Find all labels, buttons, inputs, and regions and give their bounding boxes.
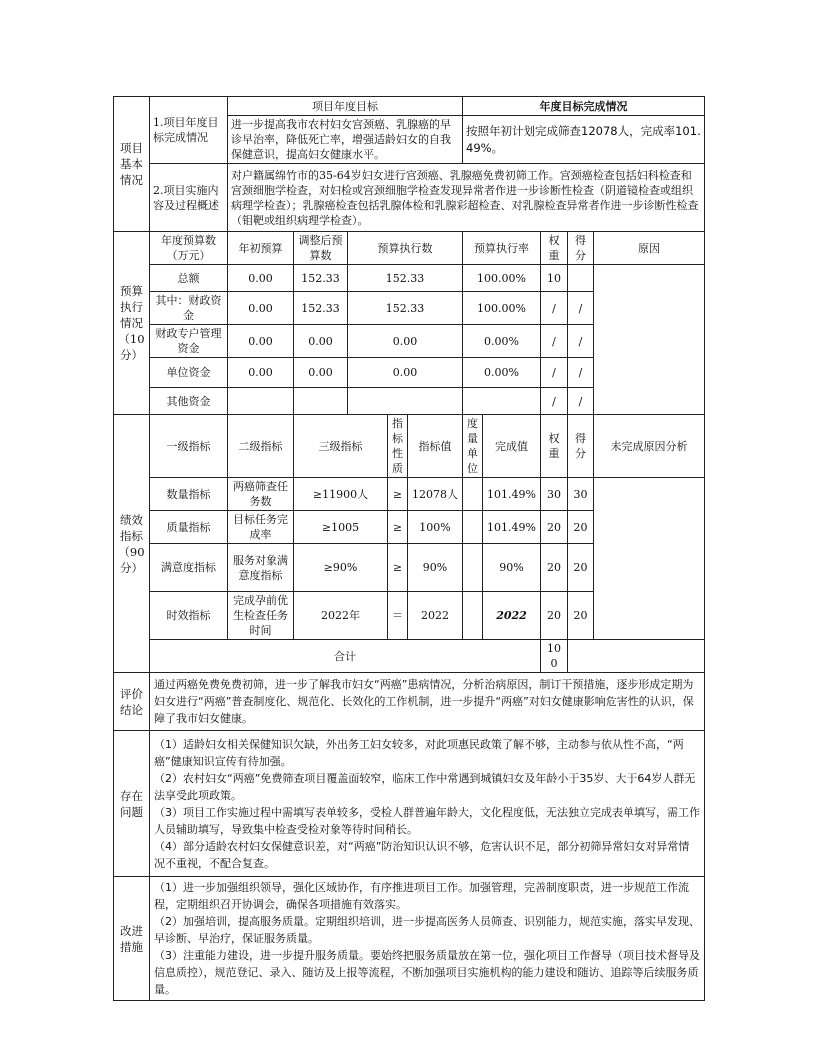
budget-score: /	[568, 325, 594, 358]
perf-l3: ≥90%	[294, 544, 388, 592]
perf-done: 2022	[483, 592, 541, 640]
perf-l2: 目标任务完成率	[228, 511, 294, 544]
conclusion-section-label: 评价 结论	[114, 673, 150, 731]
perf-weight: 20	[541, 511, 568, 544]
budget-score	[568, 265, 594, 292]
budget-initial: 0.00	[228, 265, 294, 292]
implementation-label: 2.项目实施内容及过程概述	[150, 164, 228, 232]
problem-item: （4）部分适龄农村妇女保健意识差，对“两癌”防治知识认识不够，危害认识不足，部分初筛异常妇女对异常情况不重视，不配合复查。	[154, 839, 690, 870]
budget-initial: 0.00	[228, 358, 294, 388]
budget-header-row	[114, 232, 705, 265]
perf-weight: 30	[541, 478, 568, 511]
basic-section-label: 项目 基本 情况	[114, 97, 150, 232]
budget-adjusted: 152.33	[294, 292, 348, 325]
problem-item: （1）适龄妇女相关保健知识欠缺，外出务工妇女较多，对此项惠民政策了解不够，主动参与依从性不高，“两癌”健康知识宣传有待加强。	[154, 737, 684, 768]
budget-adjusted: 0.00	[294, 325, 348, 358]
perf-l3: ≥11900人	[294, 478, 388, 511]
budget-reason	[594, 265, 705, 415]
measure-item: （1）进一步加强组织领导，强化区域协作，有序推进项目工作。加强管理，完善制度职责，进一步规范工作流程，定期组织召开协调会，确保各项措施有效落实。	[154, 881, 689, 911]
implementation-text: 对户籍属绵竹市的35-64岁妇女进行宫颈癌、乳腺癌免费初筛工作。宫颈癌检查包括妇科检查和宫颈细胞学检查，对妇检或宫颈细胞学检查发现异常者作进一步诊断性检查（阴道镜检查或组织病理学检查）；乳腺癌检查包括乳腺体检和乳腺彩超检查、对乳腺检查异常者作进一步诊断性检查（钼靶或组织病理学检查）。	[228, 164, 705, 232]
annual-goal-label: 1.项目年度目标完成情况	[150, 97, 228, 164]
perf-header-weight: 权重	[541, 415, 568, 478]
perf-score: 20	[568, 544, 594, 592]
perf-value: 100%	[408, 511, 463, 544]
budget-header-adjusted: 调整后预算数	[294, 232, 348, 265]
budget-initial	[228, 388, 294, 415]
budget-executed: 0.00	[348, 325, 463, 358]
budget-section-label: 预算 执行 情况 （10 分）	[114, 232, 150, 415]
perf-value: 2022	[408, 592, 463, 640]
budget-row	[114, 265, 705, 292]
perf-l1: 质量指标	[150, 511, 228, 544]
budget-label: 单位资金	[150, 358, 228, 388]
perf-done: 90%	[483, 544, 541, 592]
perf-header-l2: 二级指标	[228, 415, 294, 478]
budget-executed: 152.33	[348, 265, 463, 292]
budget-rate: 100.00%	[463, 265, 541, 292]
problems-list	[150, 731, 705, 877]
perf-reason	[594, 478, 705, 640]
measure-item: （2）加强培训，提高服务质量。定期组织培训，进一步提高医务人员筛查、识别能力，规范实施，落实早发现、早诊断、早治疗，保证服务质量。	[154, 915, 700, 945]
budget-rate: 100.00%	[463, 292, 541, 325]
perf-header-value: 指标值	[408, 415, 463, 478]
perf-l2: 服务对象满意度指标	[228, 544, 294, 592]
perf-nature: ≥	[388, 478, 408, 511]
perf-header-l1: 一级指标	[150, 415, 228, 478]
perf-weight: 20	[541, 592, 568, 640]
problem-item: （2）农村妇女“两癌”免费筛查项目覆盖面较窄，临床工作中常遇到城镇妇女及年龄小于35岁、大于64岁人群无法享受此项政策。	[154, 771, 696, 802]
perf-nature: ≥	[388, 544, 408, 592]
total-blank	[568, 640, 705, 673]
perf-l1: 时效指标	[150, 592, 228, 640]
total-row	[114, 640, 705, 673]
perf-score: 20	[568, 592, 594, 640]
budget-weight: /	[541, 325, 568, 358]
budget-header-rate: 预算执行率	[463, 232, 541, 265]
perf-done: 101.49%	[483, 511, 541, 544]
perf-nature: ≥	[388, 511, 408, 544]
budget-executed: 152.33	[348, 292, 463, 325]
budget-header-weight: 权重	[541, 232, 568, 265]
budget-header-initial: 年初预算	[228, 232, 294, 265]
budget-header-reason: 原因	[594, 232, 705, 265]
budget-label: 其他资金	[150, 388, 228, 415]
perf-l2: 完成孕前优生检查任务时间	[228, 592, 294, 640]
evaluation-table	[113, 96, 705, 1001]
evaluation-sheet	[113, 96, 704, 1001]
budget-executed: 0.00	[348, 358, 463, 388]
budget-adjusted: 0.00	[294, 358, 348, 388]
perf-l1: 满意度指标	[150, 544, 228, 592]
budget-rate: 0.00%	[463, 325, 541, 358]
budget-score: /	[568, 388, 594, 415]
budget-weight: /	[541, 358, 568, 388]
budget-initial: 0.00	[228, 325, 294, 358]
conclusion-text: 通过两癌免费免费初筛，进一步了解我市妇女“两癌”患病情况，分析治病原因，制订干预措施，逐步形成定期为妇女进行“两癌”普查制度化、规范化、长效化的工作机制，进一步提升“两癌”对妇女健康影响危害性的认识，保障了我市妇女健康。	[150, 673, 705, 731]
perf-score: 30	[568, 478, 594, 511]
perf-l3: 2022年	[294, 592, 388, 640]
basic-header-row	[114, 97, 705, 116]
budget-header-score: 得分	[568, 232, 594, 265]
perf-section-label: 绩效 指标 （90 分）	[114, 415, 150, 673]
perf-unit	[463, 544, 483, 592]
perf-done: 101.49%	[483, 478, 541, 511]
measures-row	[114, 877, 705, 1001]
perf-unit	[463, 511, 483, 544]
completion-header: 年度目标完成情况	[463, 97, 705, 116]
perf-unit	[463, 592, 483, 640]
budget-weight: 10	[541, 265, 568, 292]
perf-l2: 两癌筛查任务数	[228, 478, 294, 511]
perf-value: 12078人	[408, 478, 463, 511]
budget-score: /	[568, 358, 594, 388]
completion-text: 按照年初计划完成筛查12078人，完成率101.49%。	[463, 116, 705, 164]
perf-l3: ≥1005	[294, 511, 388, 544]
perf-nature: ＝	[388, 592, 408, 640]
perf-score: 20	[568, 511, 594, 544]
perf-row	[114, 478, 705, 511]
implementation-row	[114, 164, 705, 232]
measures-list	[150, 877, 705, 1001]
measure-item: （3）注重能力建设，进一步提升服务质量。要始终把服务质量放在第一位，强化项目工作督导（项目技术督导及信息质控），规范登记、录入、随访及上报等流程，不断加强项目实施机构的能力建设和随访、追踪等后续服务质量。	[154, 949, 700, 996]
perf-unit	[463, 478, 483, 511]
budget-weight: /	[541, 292, 568, 325]
goal-header: 项目年度目标	[228, 97, 463, 116]
budget-weight: /	[541, 388, 568, 415]
budget-rate: 0.00%	[463, 358, 541, 388]
perf-header-done: 完成值	[483, 415, 541, 478]
perf-header-score: 得分	[568, 415, 594, 478]
perf-header-reason: 未完成原因分析	[594, 415, 705, 478]
total-score: 100	[541, 640, 568, 673]
perf-weight: 20	[541, 544, 568, 592]
budget-header-executed: 预算执行数	[348, 232, 463, 265]
conclusion-row	[114, 673, 705, 731]
perf-header-unit: 度量单位	[463, 415, 483, 478]
perf-value: 90%	[408, 544, 463, 592]
budget-adjusted: 152.33	[294, 265, 348, 292]
budget-executed	[348, 388, 463, 415]
budget-adjusted	[294, 388, 348, 415]
problems-section-label: 存在 问题	[114, 731, 150, 877]
budget-initial: 0.00	[228, 292, 294, 325]
budget-label: 总额	[150, 265, 228, 292]
problems-row	[114, 731, 705, 877]
budget-header-item: 年度预算数（万元）	[150, 232, 228, 265]
budget-rate	[463, 388, 541, 415]
problem-item: （3）项目工作实施过程中需填写表单较多，受检人群普遍年龄大，文化程度低，无法独立完成表单填写，需工作人员辅助填写，导致集中检查受检对象等待时间稍长。	[154, 805, 700, 836]
total-label: 合计	[150, 640, 541, 673]
perf-header-row	[114, 415, 705, 478]
perf-header-nature: 指标性质	[388, 415, 408, 478]
measures-section-label: 改进 措施	[114, 877, 150, 1001]
perf-l1: 数量指标	[150, 478, 228, 511]
budget-label: 其中：财政资金	[150, 292, 228, 325]
goal-text: 进一步提高我市农村妇女宫颈癌、乳腺癌的早诊早治率，降低死亡率，增强适龄妇女的自我保健意识，提高妇女健康水平。	[228, 116, 463, 164]
budget-label: 财政专户管理资金	[150, 325, 228, 358]
perf-header-l3: 三级指标	[294, 415, 388, 478]
budget-score: /	[568, 292, 594, 325]
